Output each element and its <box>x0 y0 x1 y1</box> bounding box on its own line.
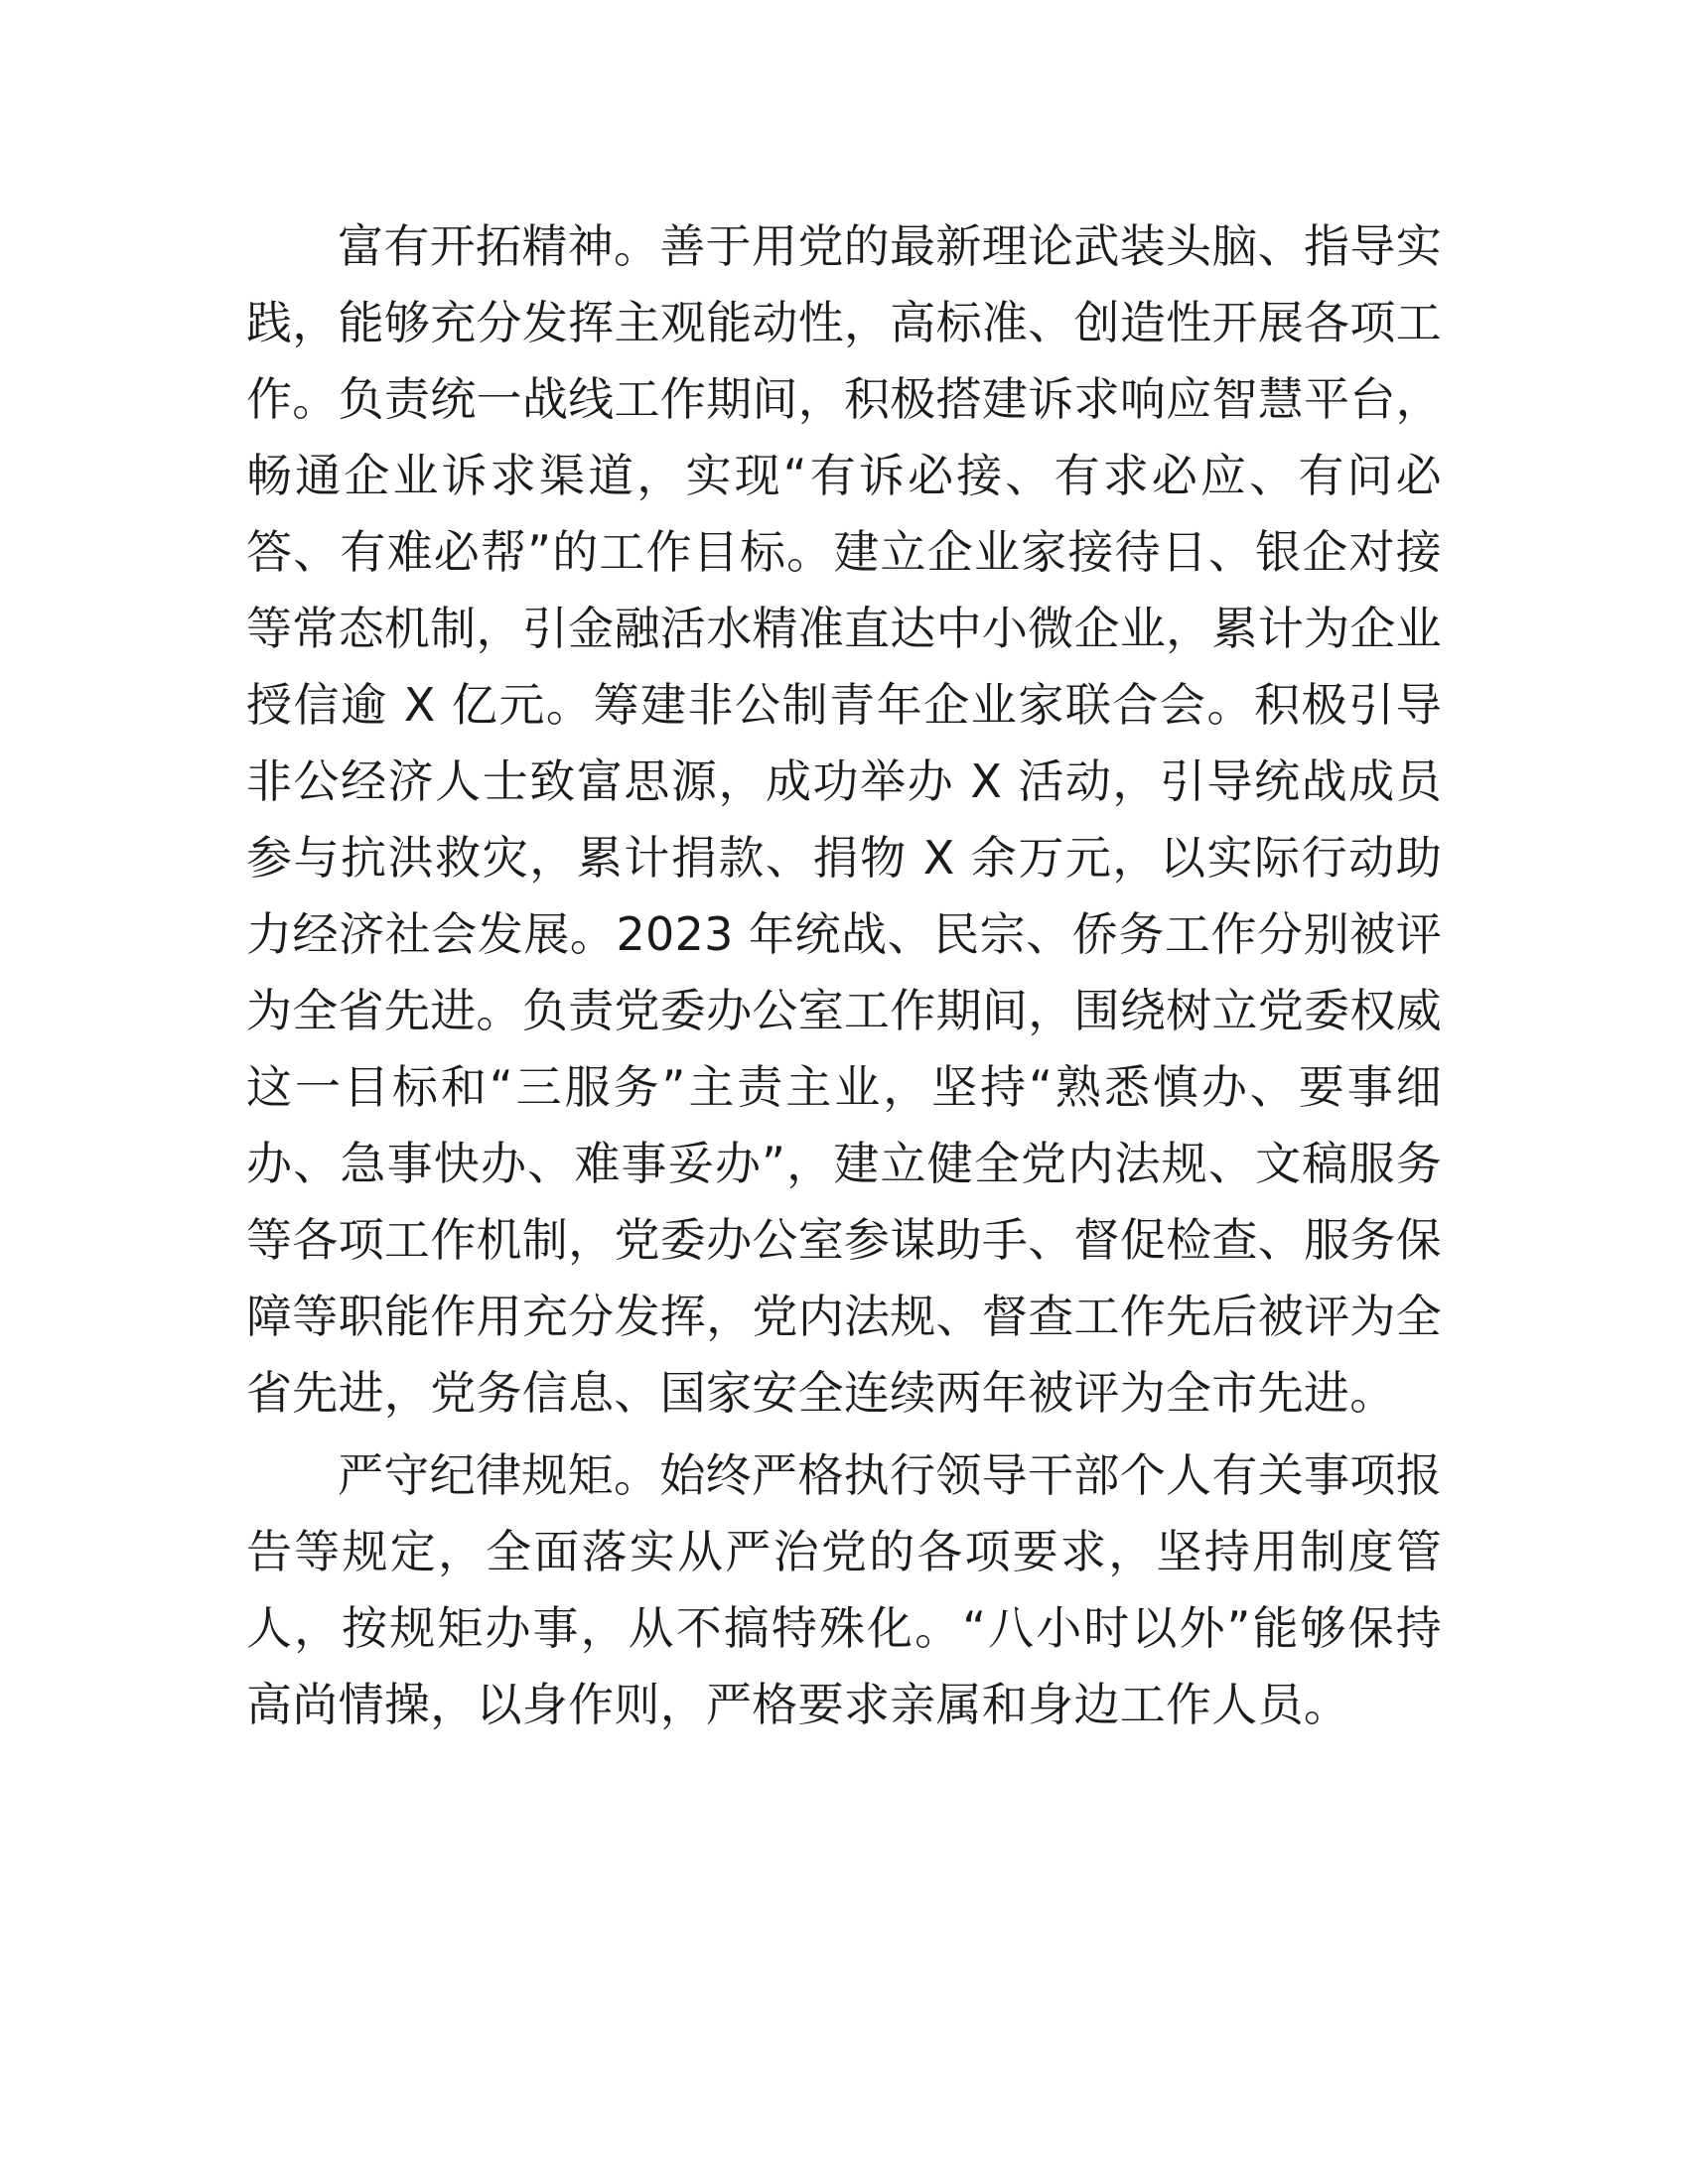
document-body <box>246 208 1442 1743</box>
paragraph-discipline-rules: 严守纪律规矩。始终严格执行领导干部个人有关事项报告等规定，全面落实从严治党的各项要求，坚持用制度管人，按规矩办事，从不搞特殊化。“八小时以外”能够保持高尚情操，以身作则，严格要求亲属和身边工作人员。 <box>246 1448 1442 1731</box>
paragraph-pioneering-spirit: 富有开拓精神。善于用党的最新理论武装头脑、指导实践，能够充分发挥主观能动性，高标准、创造性开展各项工作。负责统一战线工作期间，积极搭建诉求响应智慧平台，畅通企业诉求渠道，实现“有诉必接、有求必应、有问必答、有难必帮”的工作目标。建立企业家接待日、银企对接等常态机制，引金融活水精准直达中小微企业，累计为企业授信逾 X 亿元。筹建非公制青年企业家联合会。积极引导非公经济人士致富思源，成功举办 X 活动，引导统战成员参与抗洪救灾，累计捐款、捐物 X 余万元，以实际行动助力经济社会发展。2023 年统战、民宗、侨务工作分别被评为全省先进。负责党委办公室工作期间，围绕树立党委权威这一目标和“三服务”主责主业，坚持“熟悉慎办、要事细办、急事快办、难事妥办”，建立健全党内法规、文稿服务等各项工作机制，党委办公室参谋助手、督促检查、服务保障等职能作用充分发挥，党内法规、督查工作先后被评为全省先进，党务信息、国家安全连续两年被评为全市先进。 <box>246 219 1442 1420</box>
